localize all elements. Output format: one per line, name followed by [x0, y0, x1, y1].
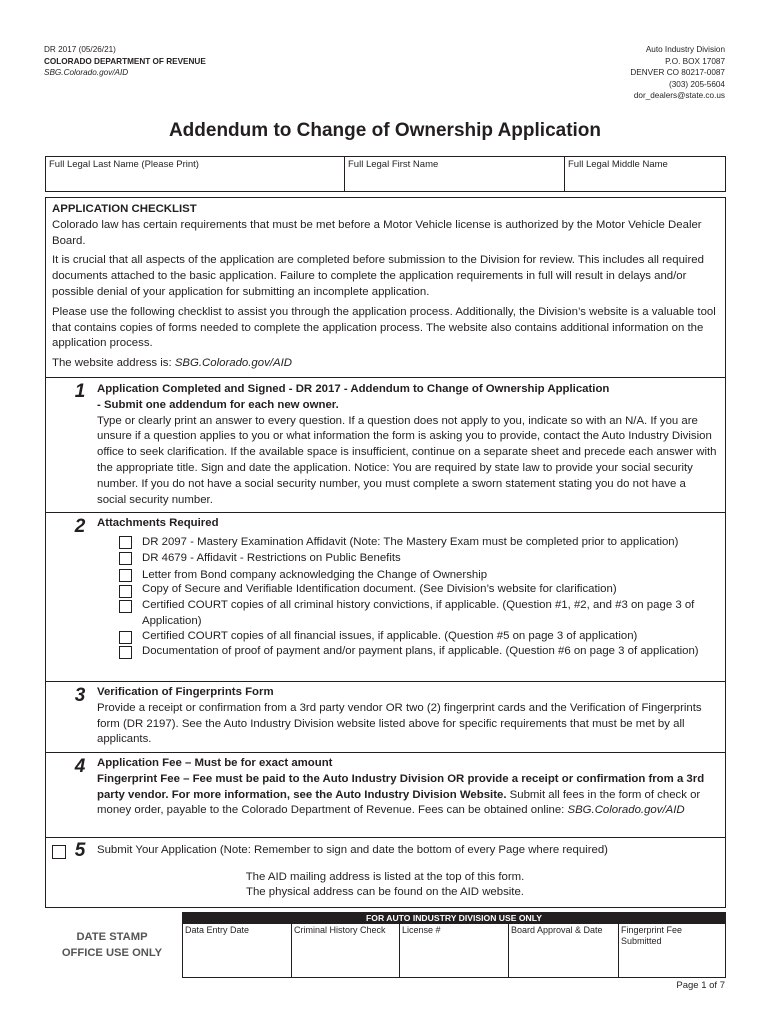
- criminal-history-cell: [291, 924, 399, 977]
- middle-name-field[interactable]: [564, 157, 725, 191]
- section-4-heading: Application Fee – Must be for exact amount: [97, 757, 333, 769]
- submit-checkbox[interactable]: [52, 845, 66, 859]
- name-fields: [45, 156, 726, 192]
- fingerprint-fee-cell: [618, 924, 725, 977]
- page-number: Page 1 of 7: [676, 980, 725, 991]
- section-5-body: Submit Your Application (Note: Remember to sign and date the bottom of every Page where required): [97, 844, 608, 856]
- section-1-subheading: - Submit one addendum for each new owner.: [97, 398, 339, 411]
- section-divider: [45, 512, 726, 513]
- data-entry-date-cell: [183, 924, 291, 977]
- section-1: [97, 382, 717, 508]
- intro-paragraph-2: It is crucial that all aspects of the application are completed before submission to the Division for review. This includes all required documents attached to the basic application. Failure to complete the application requirements in full will result in delays and/or possible denial of your application for submitting an incomplete application.: [52, 254, 704, 298]
- attachment-checkbox[interactable]: [119, 552, 132, 565]
- section-5: [97, 843, 717, 859]
- attachment-label: DR 4679 - Affidavit - Restrictions on Public Benefits: [142, 552, 401, 564]
- criminal-history-label: Criminal History Check: [294, 925, 386, 935]
- attachment-label: Copy of Secure and Verifiable Identification document. (See Division’s website for clarification): [142, 583, 617, 595]
- attachment-label: Documentation of proof of payment and/or payment plans, if applicable. (Question #6 on page 3 of application): [142, 645, 699, 657]
- date-stamp-label: DATE STAMP: [76, 931, 148, 943]
- license-number-label: License #: [402, 925, 441, 935]
- mailing-address-note: The AID mailing address is listed at the top of this form.: [245, 871, 525, 883]
- division-name: Auto Industry Division: [645, 45, 725, 54]
- form-header-left: [44, 44, 206, 79]
- section-3-number: 3: [74, 685, 86, 706]
- office-use-header: FOR AUTO INDUSTRY DIVISION USE ONLY: [183, 913, 725, 924]
- attachment-checkbox[interactable]: [119, 631, 132, 644]
- last-name-label: Full Legal Last Name (Please Print): [49, 159, 199, 170]
- section-divider: [45, 377, 726, 378]
- phone-number: (303) 205-5604: [669, 79, 725, 89]
- section-divider: [45, 752, 726, 753]
- section-4-fee-note: Fingerprint Fee – Fee must be paid to the Auto Industry Division OR provide a receipt or confirmation from a 3rd party vendor. For more information, see the Auto Industry Division Website.: [97, 772, 705, 801]
- last-name-field[interactable]: [46, 157, 344, 191]
- section-2-heading: Attachments Required: [97, 517, 219, 529]
- section-4: [97, 756, 717, 819]
- office-use-table: [182, 912, 726, 978]
- checklist-intro: [52, 202, 716, 376]
- intro-paragraph-1: Colorado law has certain requirements that must be met before a Motor Vehicle license is authorized by the Motor Vehicle Dealer Board.: [52, 218, 702, 247]
- section-3-heading: Verification of Fingerprints Form: [97, 686, 274, 698]
- section-4-number: 4: [74, 756, 86, 777]
- section-4-body: [97, 772, 717, 819]
- po-box: P.O. BOX 17087: [665, 56, 725, 66]
- section-3-body: Provide a receipt or confirmation from a 3rd party vendor OR two (2) fingerprint cards and the Verification of Fingerprints form (DR 2197). See the Auto Industry Division website listed above for specific requirements that must be met by all applicants.: [97, 701, 702, 746]
- first-name-label: Full Legal First Name: [348, 159, 439, 170]
- attachment-label: Certified COURT copies of all financial issues, if applicable. (Question #5 on page 3 of application): [142, 630, 638, 642]
- attachment-label: DR 2097 - Mastery Examination Affidavit (Note: The Mastery Exam must be completed prior to application): [142, 536, 679, 548]
- form-id: DR 2017 (05/26/21): [44, 45, 116, 54]
- office-use-label: OFFICE USE ONLY: [61, 947, 163, 959]
- form-header-right: [630, 44, 725, 102]
- section-5-number: 5: [74, 840, 86, 861]
- page-title: Addendum to Change of Ownership Application: [168, 120, 602, 141]
- section-3: [97, 685, 717, 748]
- license-number-cell: [399, 924, 508, 977]
- checklist-heading: APPLICATION CHECKLIST: [52, 203, 197, 215]
- middle-name-label: Full Legal Middle Name: [568, 159, 668, 170]
- fingerprint-fee-label: Fingerprint Fee Submitted: [621, 925, 683, 946]
- physical-address-note: The physical address can be found on the AID website.: [246, 886, 524, 898]
- attachment-label: Letter from Bond company acknowledging the Change of Ownership: [142, 569, 488, 581]
- section-divider: [45, 837, 726, 838]
- first-name-field[interactable]: [344, 157, 564, 191]
- attachment-checkbox[interactable]: [119, 585, 132, 598]
- section-1-body: Type or clearly print an answer to every question. If a question does not apply to you, indicate so with an N/A. If you are unsure if a question applies to you or what information the form is asking you to provide, contact the Auto Industry Division office to seek clarification. If the available space is insufficient, continue on a separate sheet and precede each answer with the appropriate title. Sign and date the application. Notice: You are required by state law to provide your social security number. If you do not have a social security number, you must complete a sworn statement stating you do not have a social security number.: [97, 414, 717, 506]
- section-2: [97, 516, 717, 532]
- section-divider: [45, 681, 726, 682]
- date-stamp-area: [52, 929, 172, 961]
- website-prefix: The website address is:: [52, 357, 175, 370]
- board-approval-label: Board Approval & Date: [511, 925, 603, 935]
- intro-paragraph-4: [52, 356, 716, 372]
- department-name: COLORADO DEPARTMENT OF REVENUE: [44, 56, 206, 66]
- email-address: dor_dealers@state.co.us: [633, 91, 725, 100]
- section-4-fee-text: Submit all fees in the form of check or money order, payable to the Colorado Department of Revenue. Fees can be obtained online:: [97, 788, 701, 817]
- city-address: DENVER CO 80217-0087: [630, 68, 725, 77]
- section-2-number: 2: [74, 516, 86, 537]
- attachment-checkbox[interactable]: [119, 536, 132, 549]
- attachment-checkbox[interactable]: [119, 646, 132, 659]
- intro-paragraph-3: Please use the following checklist to assist you through the application process. Additionally, the Division’s website is a valuable tool that contains copies of forms needed to complete the application process. The website also contains additional information on the application process.: [52, 305, 716, 350]
- data-entry-date-label: Data Entry Date: [185, 925, 250, 935]
- attachment-checkbox[interactable]: [119, 569, 132, 582]
- attachment-checkbox[interactable]: [119, 600, 132, 613]
- section-4-link[interactable]: SBG.Colorado.gov/AID: [567, 804, 685, 817]
- section-1-heading: Application Completed and Signed - DR 2017 - Addendum to Change of Ownership Application: [97, 383, 610, 395]
- department-website: SBG.Colorado.gov/AID: [44, 68, 129, 77]
- website-link[interactable]: SBG.Colorado.gov/AID: [174, 357, 292, 370]
- board-approval-cell: [508, 924, 618, 977]
- attachment-label: Certified COURT copies of all criminal history convictions, if applicable. (Question #1, #2, and #3 on page 3 of Application): [142, 599, 695, 627]
- section-1-number: 1: [74, 381, 86, 402]
